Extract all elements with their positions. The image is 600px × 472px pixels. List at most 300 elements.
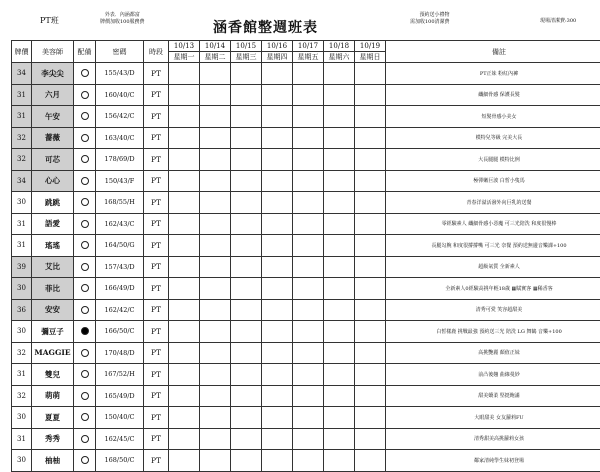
code-cell: 157/43/D (96, 256, 144, 278)
code-cell: 156/42/C (96, 106, 144, 128)
code-cell: 150/43/F (96, 170, 144, 192)
day-slot-cell (355, 385, 386, 407)
tag-cell (74, 127, 96, 149)
table-row (12, 342, 600, 364)
tag-cell (74, 299, 96, 321)
day-slot-cell (200, 192, 231, 214)
beautician-name: 午安 (32, 106, 74, 128)
day-slot-cell (262, 256, 293, 278)
day-slot-cell (262, 213, 293, 235)
day-slot-cell (324, 385, 355, 407)
day-slot-cell (355, 235, 386, 257)
circle-icon (81, 177, 89, 185)
day-slot-cell (324, 256, 355, 278)
date-header: 10/15 (231, 41, 262, 52)
header-note-left-line1: 外表．內涵都富 (100, 12, 145, 19)
day-slot-cell (262, 342, 293, 364)
day-slot-cell (262, 235, 293, 257)
day-slot-cell (169, 450, 200, 472)
tag-cell (74, 450, 96, 472)
day-slot-cell (200, 321, 231, 343)
day-slot-cell (200, 450, 231, 472)
day-slot-cell (324, 149, 355, 171)
day-slot-cell (324, 428, 355, 450)
time-slot-cell: PT (144, 192, 169, 214)
day-slot-cell (262, 299, 293, 321)
tag-cell (74, 149, 96, 171)
day-slot-cell (231, 256, 262, 278)
day-slot-cell (231, 213, 262, 235)
time-slot-cell: PT (144, 407, 169, 429)
day-slot-cell (200, 127, 231, 149)
day-slot-cell (169, 278, 200, 300)
beautician-name: 心心 (32, 170, 74, 192)
day-slot-cell (200, 428, 231, 450)
note-cell: 大長腿腿 模特比例 (386, 149, 600, 171)
day-slot-cell (231, 299, 262, 321)
tag-cell (74, 278, 96, 300)
day-slot-cell (293, 428, 324, 450)
date-header: 10/14 (200, 41, 231, 52)
note-cell: 模特兒等級 完美大長 (386, 127, 600, 149)
day-slot-cell (355, 63, 386, 85)
day-slot-cell (262, 192, 293, 214)
day-slot-cell (324, 342, 355, 364)
rank-cell: 32 (12, 342, 32, 364)
time-slot-cell: PT (144, 84, 169, 106)
note-cell: 零經驗素人 纖細骨感小惡魔 可三光陪洗 和度很慢棒 (386, 213, 600, 235)
class-label: PT班 (40, 15, 59, 26)
day-slot-cell (324, 299, 355, 321)
note-cell: 青春洋溢活潑外向巨乳的送餐 (386, 192, 600, 214)
day-slot-cell (324, 321, 355, 343)
day-slot-cell (355, 364, 386, 386)
weekday-header: 星期六 (324, 52, 355, 63)
day-slot-cell (231, 321, 262, 343)
note-cell: 前凸後翹 曲線曼妙 (386, 364, 600, 386)
day-slot-cell (262, 106, 293, 128)
day-slot-cell (355, 149, 386, 171)
header-note-right-line2: 需加收100清潔費 (410, 19, 450, 26)
day-slot-cell (169, 213, 200, 235)
circle-icon (81, 198, 89, 206)
day-slot-cell (324, 278, 355, 300)
weekday-header: 星期五 (293, 52, 324, 63)
day-slot-cell (169, 127, 200, 149)
day-slot-cell (293, 149, 324, 171)
time-slot-cell: PT (144, 127, 169, 149)
time-slot-cell: PT (144, 149, 169, 171)
day-slot-cell (293, 170, 324, 192)
note-cell: PT正妹 粉紅內褲 (386, 63, 600, 85)
rank-cell: 39 (12, 256, 32, 278)
circle-icon (81, 134, 89, 142)
time-slot-cell: PT (144, 364, 169, 386)
header-note-right (410, 12, 450, 26)
table-row (12, 278, 600, 300)
day-slot-cell (324, 192, 355, 214)
rank-cell: 30 (12, 450, 32, 472)
beautician-name: 菲比 (32, 278, 74, 300)
circle-icon (81, 155, 89, 163)
code-cell: 166/49/D (96, 278, 144, 300)
day-slot-cell (293, 278, 324, 300)
day-slot-cell (262, 127, 293, 149)
table-row (12, 127, 600, 149)
day-slot-cell (169, 235, 200, 257)
beautician-name: 李尖尖 (32, 63, 74, 85)
day-slot-cell (293, 342, 324, 364)
day-slot-cell (262, 364, 293, 386)
day-slot-cell (169, 256, 200, 278)
circle-icon (81, 370, 89, 378)
day-slot-cell (200, 149, 231, 171)
day-slot-cell (169, 342, 200, 364)
day-slot-cell (200, 213, 231, 235)
rank-cell: 31 (12, 235, 32, 257)
tag-cell (74, 256, 96, 278)
time-slot-cell: PT (144, 235, 169, 257)
day-slot-cell (231, 127, 262, 149)
page-header (0, 0, 600, 40)
table-row (12, 170, 600, 192)
day-slot-cell (169, 63, 200, 85)
date-header-row (12, 41, 600, 52)
beautician-name: 柚柚 (32, 450, 74, 472)
day-slot-cell (262, 450, 293, 472)
circle-icon (81, 69, 89, 77)
rank-cell: 31 (12, 106, 32, 128)
day-slot-cell (324, 127, 355, 149)
day-slot-cell (231, 106, 262, 128)
weekday-header: 星期日 (355, 52, 386, 63)
table-row (12, 256, 600, 278)
rank-cell: 31 (12, 213, 32, 235)
tag-cell (74, 364, 96, 386)
day-slot-cell (262, 428, 293, 450)
day-slot-cell (324, 407, 355, 429)
day-slot-cell (262, 84, 293, 106)
schedule-body (12, 63, 600, 472)
day-slot-cell (169, 192, 200, 214)
day-slot-cell (293, 364, 324, 386)
rank-cell: 32 (12, 127, 32, 149)
day-slot-cell (293, 84, 324, 106)
table-row (12, 149, 600, 171)
code-cell: 162/43/C (96, 213, 144, 235)
day-slot-cell (262, 63, 293, 85)
col-tag-header: 配備 (74, 41, 96, 63)
note-cell: 高挑艷麗 顏值正妹 (386, 342, 600, 364)
day-slot-cell (293, 235, 324, 257)
code-cell: 162/42/C (96, 299, 144, 321)
weekday-header: 星期二 (200, 52, 231, 63)
time-slot-cell: PT (144, 106, 169, 128)
col-name-header: 美容師 (32, 41, 74, 63)
day-slot-cell (169, 385, 200, 407)
date-header: 10/13 (169, 41, 200, 52)
circle-icon (81, 284, 89, 292)
table-row (12, 321, 600, 343)
beautician-name: MAGGIE (32, 342, 74, 364)
note-cell: 短髮骨感小美女 (386, 106, 600, 128)
code-cell: 168/50/C (96, 450, 144, 472)
day-slot-cell (355, 407, 386, 429)
code-cell: 163/40/C (96, 127, 144, 149)
day-slot-cell (293, 256, 324, 278)
day-slot-cell (293, 450, 324, 472)
day-slot-cell (293, 213, 324, 235)
beautician-name: 彌豆子 (32, 321, 74, 343)
rank-cell: 31 (12, 84, 32, 106)
circle-icon (81, 241, 89, 249)
rank-cell: 30 (12, 278, 32, 300)
day-slot-cell (355, 84, 386, 106)
page-title: 涵香館整週班表 (213, 17, 318, 37)
day-slot-cell (324, 63, 355, 85)
time-slot-cell: PT (144, 63, 169, 85)
beautician-name: 薔薇 (32, 127, 74, 149)
circle-icon (81, 349, 89, 357)
day-slot-cell (324, 213, 355, 235)
beautician-name: 夏夏 (32, 407, 74, 429)
note-cell: 甜美嬌柔 堅挺飽滿 (386, 385, 600, 407)
weekday-header: 星期四 (262, 52, 293, 63)
rank-cell: 34 (12, 63, 32, 85)
rank-cell: 30 (12, 407, 32, 429)
day-slot-cell (355, 106, 386, 128)
schedule-table (11, 40, 600, 472)
day-slot-cell (200, 364, 231, 386)
beautician-name: 艾比 (32, 256, 74, 278)
beautician-name: 語愛 (32, 213, 74, 235)
day-slot-cell (200, 342, 231, 364)
day-slot-cell (324, 450, 355, 472)
day-slot-cell (324, 84, 355, 106)
circle-icon (81, 306, 89, 314)
note-cell: 鄰家清純學生妹初登場 (386, 450, 600, 472)
tag-cell (74, 213, 96, 235)
date-header: 10/18 (324, 41, 355, 52)
day-slot-cell (262, 170, 293, 192)
code-cell: 170/48/D (96, 342, 144, 364)
time-slot-cell: PT (144, 385, 169, 407)
day-slot-cell (262, 321, 293, 343)
code-cell: 167/52/H (96, 364, 144, 386)
col-code-header: 密碼 (96, 41, 144, 63)
day-slot-cell (293, 407, 324, 429)
header-note-right-line1: 預約送小禮物 (410, 12, 450, 19)
time-slot-cell: PT (144, 256, 169, 278)
day-slot-cell (200, 63, 231, 85)
beautician-name: 可芯 (32, 149, 74, 171)
day-slot-cell (355, 450, 386, 472)
note-cell: 長腿勾腕 和度很撐撐嘴 可三光 奈餐 預約送無邊音樂課+100 (386, 235, 600, 257)
time-slot-cell: PT (144, 299, 169, 321)
day-slot-cell (200, 407, 231, 429)
time-slot-cell: PT (144, 170, 169, 192)
day-slot-cell (231, 385, 262, 407)
code-cell: 164/50/G (96, 235, 144, 257)
day-slot-cell (200, 278, 231, 300)
day-slot-cell (355, 256, 386, 278)
tag-cell (74, 192, 96, 214)
filled-circle-icon (81, 327, 89, 335)
day-slot-cell (231, 84, 262, 106)
rank-cell: 36 (12, 299, 32, 321)
circle-icon (81, 392, 89, 400)
day-slot-cell (355, 278, 386, 300)
circle-icon (81, 456, 89, 464)
header-note-left-line2: 牌價加收100服務費 (100, 19, 145, 26)
col-rank-header: 牌價 (12, 41, 32, 63)
day-slot-cell (200, 385, 231, 407)
table-row (12, 213, 600, 235)
date-header: 10/17 (293, 41, 324, 52)
tag-cell (74, 321, 96, 343)
day-slot-cell (169, 170, 200, 192)
table-row (12, 106, 600, 128)
day-slot-cell (169, 407, 200, 429)
header-note-left (100, 12, 145, 26)
code-cell: 168/55/H (96, 192, 144, 214)
day-slot-cell (293, 63, 324, 85)
day-slot-cell (355, 213, 386, 235)
note-cell: 纖細骨感 保護長髮 (386, 84, 600, 106)
tag-cell (74, 428, 96, 450)
day-slot-cell (355, 170, 386, 192)
code-cell: 155/43/D (96, 63, 144, 85)
col-time-header: 時段 (144, 41, 169, 63)
time-slot-cell: PT (144, 450, 169, 472)
beautician-name: 安安 (32, 299, 74, 321)
day-slot-cell (169, 299, 200, 321)
note-cell: 極彈嫩巨波 白皙小隻馬 (386, 170, 600, 192)
note-cell: 白皙樣鹿 挑戰最強 預約送三光 陪洗 LG 舞鶴 音樂+100 (386, 321, 600, 343)
beautician-name: 瑤瑤 (32, 235, 74, 257)
day-slot-cell (200, 299, 231, 321)
note-cell: 大眼甜美 女友蘿莉FU (386, 407, 600, 429)
table-row (12, 192, 600, 214)
day-slot-cell (200, 235, 231, 257)
time-slot-cell: PT (144, 342, 169, 364)
day-slot-cell (231, 364, 262, 386)
day-slot-cell (200, 256, 231, 278)
code-cell: 160/40/C (96, 84, 144, 106)
rank-cell: 30 (12, 321, 32, 343)
day-slot-cell (262, 149, 293, 171)
day-slot-cell (231, 192, 262, 214)
beautician-name: 萌萌 (32, 385, 74, 407)
table-row (12, 364, 600, 386)
day-slot-cell (231, 407, 262, 429)
day-slot-cell (231, 278, 262, 300)
day-slot-cell (293, 299, 324, 321)
note-cell: 清秀可愛 笑容超甜美 (386, 299, 600, 321)
circle-icon (81, 413, 89, 421)
day-slot-cell (355, 342, 386, 364)
day-slot-cell (324, 106, 355, 128)
beautician-name: 跳跳 (32, 192, 74, 214)
table-row (12, 450, 600, 472)
day-slot-cell (355, 321, 386, 343)
day-slot-cell (324, 235, 355, 257)
day-slot-cell (293, 192, 324, 214)
day-slot-cell (293, 385, 324, 407)
day-slot-cell (231, 149, 262, 171)
note-cell: 清秀甜美高挑蘿莉女孩 (386, 428, 600, 450)
day-slot-cell (231, 63, 262, 85)
day-slot-cell (169, 84, 200, 106)
day-slot-cell (169, 149, 200, 171)
day-slot-cell (293, 106, 324, 128)
circle-icon (81, 263, 89, 271)
day-slot-cell (231, 235, 262, 257)
rank-cell: 31 (12, 428, 32, 450)
cleaning-fee: 現場清潔費:300 (540, 17, 576, 24)
tag-cell (74, 170, 96, 192)
col-note-header: 備註 (386, 41, 600, 63)
day-slot-cell (200, 84, 231, 106)
time-slot-cell: PT (144, 213, 169, 235)
time-slot-cell: PT (144, 278, 169, 300)
day-slot-cell (200, 170, 231, 192)
rank-cell: 31 (12, 364, 32, 386)
code-cell: 150/40/C (96, 407, 144, 429)
weekday-header: 星期一 (169, 52, 200, 63)
tag-cell (74, 235, 96, 257)
table-row (12, 63, 600, 85)
time-slot-cell: PT (144, 321, 169, 343)
tag-cell (74, 106, 96, 128)
code-cell: 165/49/D (96, 385, 144, 407)
day-slot-cell (262, 278, 293, 300)
tag-cell (74, 84, 96, 106)
rank-cell: 34 (12, 170, 32, 192)
date-header: 10/16 (262, 41, 293, 52)
circle-icon (81, 435, 89, 443)
rank-cell: 32 (12, 385, 32, 407)
day-slot-cell (231, 342, 262, 364)
day-slot-cell (169, 428, 200, 450)
beautician-name: 雙兒 (32, 364, 74, 386)
day-slot-cell (293, 127, 324, 149)
day-slot-cell (169, 364, 200, 386)
table-row (12, 385, 600, 407)
note-cell: 超級氣質 全新素人 (386, 256, 600, 278)
note-cell: 全新素人0經驗高挑年輕18歲 ▦賦實客 ▦稀香客 (386, 278, 600, 300)
day-slot-cell (355, 192, 386, 214)
code-cell: 166/50/C (96, 321, 144, 343)
tag-cell (74, 385, 96, 407)
tag-cell (74, 63, 96, 85)
day-slot-cell (231, 428, 262, 450)
code-cell: 178/69/D (96, 149, 144, 171)
table-row (12, 428, 600, 450)
day-slot-cell (324, 364, 355, 386)
day-slot-cell (231, 450, 262, 472)
table-row (12, 84, 600, 106)
day-slot-cell (169, 321, 200, 343)
table-row (12, 299, 600, 321)
day-slot-cell (262, 385, 293, 407)
date-header: 10/19 (355, 41, 386, 52)
time-slot-cell: PT (144, 428, 169, 450)
table-row (12, 235, 600, 257)
beautician-name: 秀秀 (32, 428, 74, 450)
day-slot-cell (200, 106, 231, 128)
day-slot-cell (262, 407, 293, 429)
